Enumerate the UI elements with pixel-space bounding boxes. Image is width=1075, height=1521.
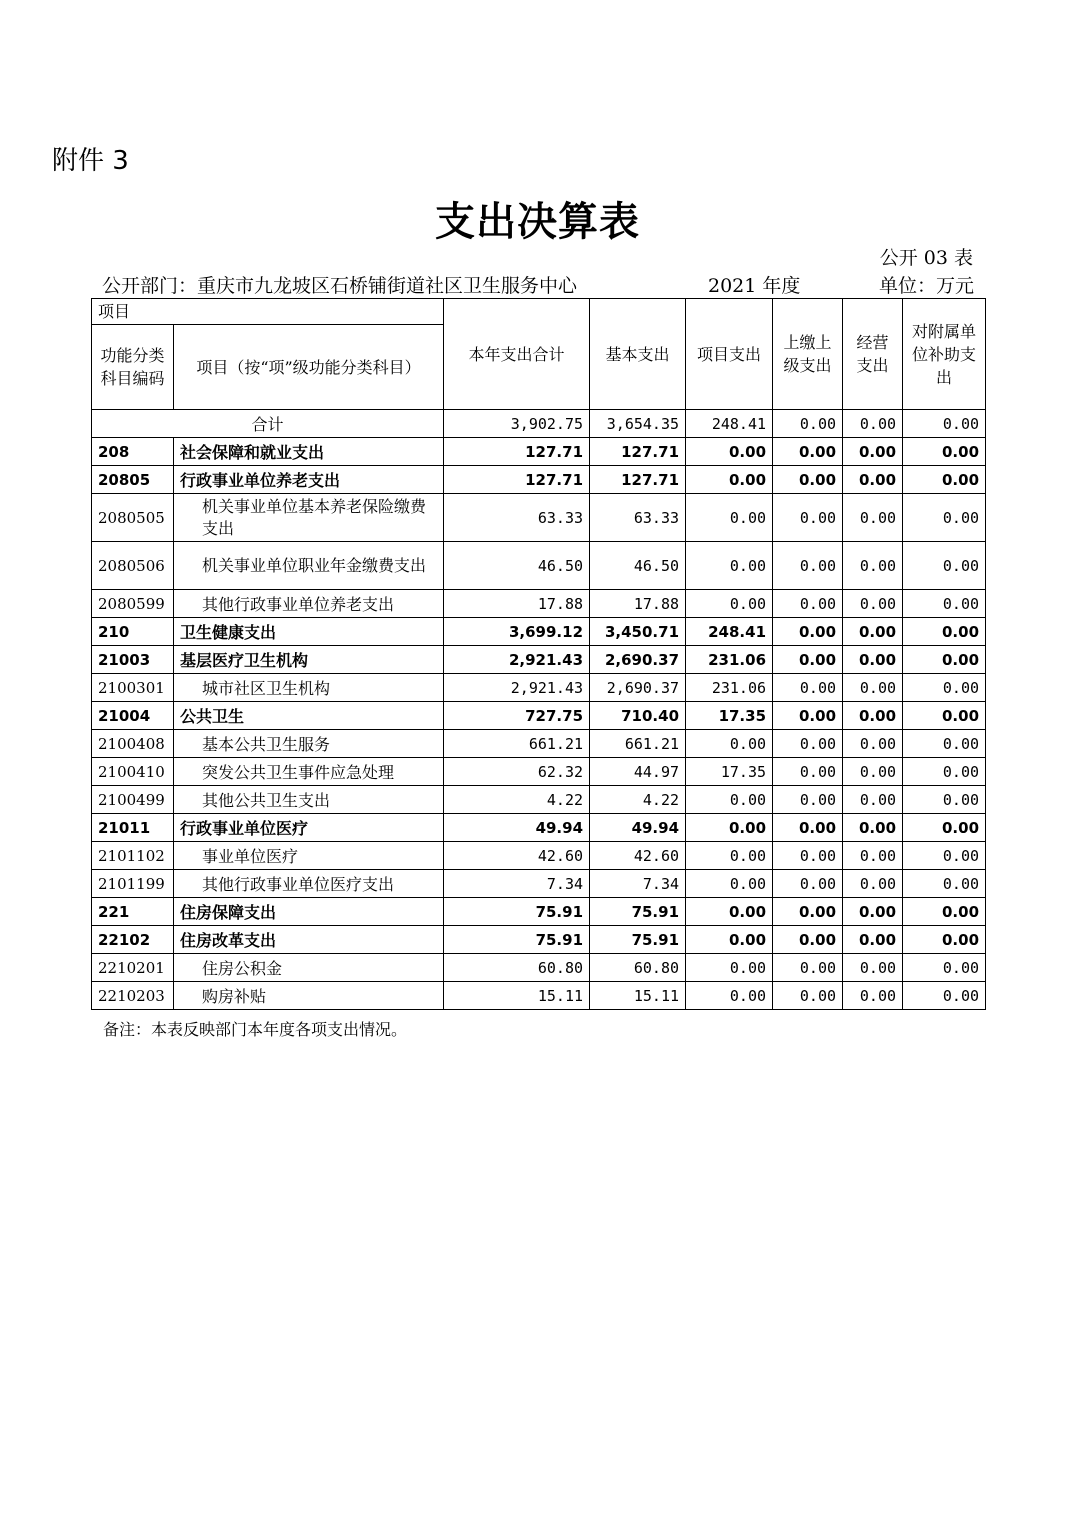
cell-basic: 42.60 — [590, 842, 686, 870]
table-row — [92, 758, 986, 786]
table-row — [92, 870, 986, 898]
table-row — [92, 590, 986, 618]
cell-code: 2080505 — [92, 494, 174, 542]
cell-name: 社会保障和就业支出 — [174, 438, 444, 466]
cell-total: 15.11 — [444, 982, 590, 1010]
cell-name: 突发公共卫生事件应急处理 — [174, 758, 444, 786]
header-project-group: 项目 — [92, 299, 444, 325]
cell-project: 17.35 — [686, 758, 773, 786]
cell-code: 22102 — [92, 926, 174, 954]
cell-subsidy: 0.00 — [903, 926, 986, 954]
cell-subsidy: 0.00 — [903, 954, 986, 982]
cell-subsidy: 0.00 — [903, 494, 986, 542]
cell-upper: 0.00 — [773, 870, 843, 898]
cell-basic: 46.50 — [590, 542, 686, 590]
cell-basic: 75.91 — [590, 898, 686, 926]
total-cell-total: 3,902.75 — [444, 410, 590, 438]
cell-project: 0.00 — [686, 926, 773, 954]
cell-upper: 0.00 — [773, 926, 843, 954]
cell-subsidy: 0.00 — [903, 982, 986, 1010]
cell-name: 住房公积金 — [174, 954, 444, 982]
table-row — [92, 982, 986, 1010]
cell-upper: 0.00 — [773, 542, 843, 590]
cell-name: 其他行政事业单位医疗支出 — [174, 870, 444, 898]
cell-code: 2101199 — [92, 870, 174, 898]
cell-code: 221 — [92, 898, 174, 926]
cell-upper: 0.00 — [773, 646, 843, 674]
cell-total: 2,921.43 — [444, 646, 590, 674]
table-row — [92, 542, 986, 590]
cell-business: 0.00 — [843, 702, 903, 730]
cell-business: 0.00 — [843, 786, 903, 814]
cell-name: 行政事业单位医疗 — [174, 814, 444, 842]
cell-code: 20805 — [92, 466, 174, 494]
cell-project: 0.00 — [686, 494, 773, 542]
cell-project: 231.06 — [686, 674, 773, 702]
attachment-label: 附件 3 — [52, 146, 129, 176]
cell-name: 住房保障支出 — [174, 898, 444, 926]
cell-name: 住房改革支出 — [174, 926, 444, 954]
cell-code: 21011 — [92, 814, 174, 842]
cell-basic: 127.71 — [590, 466, 686, 494]
cell-basic: 75.91 — [590, 926, 686, 954]
table-row — [92, 494, 986, 542]
cell-subsidy: 0.00 — [903, 466, 986, 494]
cell-name: 公共卫生 — [174, 702, 444, 730]
cell-code: 2101102 — [92, 842, 174, 870]
cell-upper: 0.00 — [773, 786, 843, 814]
cell-business: 0.00 — [843, 730, 903, 758]
cell-project: 248.41 — [686, 618, 773, 646]
cell-basic: 2,690.37 — [590, 646, 686, 674]
total-cell-project: 248.41 — [686, 410, 773, 438]
cell-name: 卫生健康支出 — [174, 618, 444, 646]
cell-total: 727.75 — [444, 702, 590, 730]
cell-business: 0.00 — [843, 814, 903, 842]
cell-upper: 0.00 — [773, 494, 843, 542]
cell-project: 0.00 — [686, 542, 773, 590]
table-row — [92, 466, 986, 494]
cell-basic: 127.71 — [590, 438, 686, 466]
cell-basic: 2,690.37 — [590, 674, 686, 702]
cell-subsidy: 0.00 — [903, 674, 986, 702]
cell-business: 0.00 — [843, 438, 903, 466]
cell-upper: 0.00 — [773, 438, 843, 466]
cell-name: 行政事业单位养老支出 — [174, 466, 444, 494]
cell-total: 46.50 — [444, 542, 590, 590]
header-project: 项目支出 — [686, 299, 773, 410]
cell-code: 2100410 — [92, 758, 174, 786]
cell-name: 基层医疗卫生机构 — [174, 646, 444, 674]
cell-business: 0.00 — [843, 926, 903, 954]
table-row — [92, 674, 986, 702]
cell-upper: 0.00 — [773, 674, 843, 702]
cell-business: 0.00 — [843, 466, 903, 494]
cell-name: 城市社区卫生机构 — [174, 674, 444, 702]
cell-basic: 4.22 — [590, 786, 686, 814]
cell-subsidy: 0.00 — [903, 618, 986, 646]
cell-code: 210 — [92, 618, 174, 646]
cell-total: 49.94 — [444, 814, 590, 842]
cell-basic: 60.80 — [590, 954, 686, 982]
cell-code: 2100408 — [92, 730, 174, 758]
table-row — [92, 814, 986, 842]
cell-upper: 0.00 — [773, 758, 843, 786]
cell-total: 2,921.43 — [444, 674, 590, 702]
cell-project: 0.00 — [686, 842, 773, 870]
cell-basic: 3,450.71 — [590, 618, 686, 646]
cell-code: 208 — [92, 438, 174, 466]
total-cell-upper: 0.00 — [773, 410, 843, 438]
header-basic: 基本支出 — [590, 299, 686, 410]
cell-total: 63.33 — [444, 494, 590, 542]
header-business: 经营支出 — [843, 299, 903, 410]
cell-subsidy: 0.00 — [903, 702, 986, 730]
cell-total: 62.32 — [444, 758, 590, 786]
cell-basic: 63.33 — [590, 494, 686, 542]
footnote: 备注：本表反映部门本年度各项支出情况。 — [103, 1020, 408, 1039]
cell-code: 2210203 — [92, 982, 174, 1010]
cell-total: 42.60 — [444, 842, 590, 870]
fiscal-year: 2021 年度 — [708, 275, 801, 297]
cell-upper: 0.00 — [773, 814, 843, 842]
total-cell-subsidy: 0.00 — [903, 410, 986, 438]
cell-project: 0.00 — [686, 590, 773, 618]
cell-upper: 0.00 — [773, 842, 843, 870]
cell-basic: 710.40 — [590, 702, 686, 730]
cell-subsidy: 0.00 — [903, 898, 986, 926]
cell-business: 0.00 — [843, 494, 903, 542]
cell-code: 2100301 — [92, 674, 174, 702]
header-upper: 上缴上级支出 — [773, 299, 843, 410]
header-name: 项目（按“项”级功能分类科目） — [174, 325, 444, 410]
cell-project: 17.35 — [686, 702, 773, 730]
cell-subsidy: 0.00 — [903, 730, 986, 758]
cell-upper: 0.00 — [773, 954, 843, 982]
cell-subsidy: 0.00 — [903, 758, 986, 786]
cell-basic: 49.94 — [590, 814, 686, 842]
table-row — [92, 842, 986, 870]
header-code: 功能分类科目编码 — [92, 325, 174, 410]
cell-upper: 0.00 — [773, 466, 843, 494]
cell-project: 0.00 — [686, 898, 773, 926]
total-row — [92, 410, 986, 438]
cell-total: 75.91 — [444, 898, 590, 926]
cell-basic: 44.97 — [590, 758, 686, 786]
total-cell-business: 0.00 — [843, 410, 903, 438]
cell-business: 0.00 — [843, 646, 903, 674]
cell-project: 0.00 — [686, 814, 773, 842]
cell-subsidy: 0.00 — [903, 646, 986, 674]
table-row — [92, 926, 986, 954]
table-row — [92, 786, 986, 814]
cell-project: 0.00 — [686, 954, 773, 982]
cell-upper: 0.00 — [773, 898, 843, 926]
cell-name: 机关事业单位职业年金缴费支出 — [174, 542, 444, 590]
cell-code: 2080506 — [92, 542, 174, 590]
header-subsidy: 对附属单位补助支出 — [903, 299, 986, 410]
cell-total: 4.22 — [444, 786, 590, 814]
cell-project: 0.00 — [686, 982, 773, 1010]
table-row — [92, 954, 986, 982]
cell-total: 661.21 — [444, 730, 590, 758]
cell-project: 0.00 — [686, 466, 773, 494]
cell-basic: 17.88 — [590, 590, 686, 618]
cell-subsidy: 0.00 — [903, 590, 986, 618]
cell-business: 0.00 — [843, 542, 903, 590]
cell-total: 60.80 — [444, 954, 590, 982]
department-label: 公开部门：重庆市九龙坡区石桥铺街道社区卫生服务中心 — [102, 275, 578, 297]
cell-business: 0.00 — [843, 982, 903, 1010]
cell-business: 0.00 — [843, 758, 903, 786]
cell-business: 0.00 — [843, 674, 903, 702]
cell-upper: 0.00 — [773, 702, 843, 730]
table-row — [92, 618, 986, 646]
cell-subsidy: 0.00 — [903, 870, 986, 898]
cell-total: 127.71 — [444, 466, 590, 494]
unit-label: 单位：万元 — [878, 275, 974, 297]
table-row — [92, 702, 986, 730]
cell-basic: 661.21 — [590, 730, 686, 758]
form-number: 公开 03 表 — [879, 247, 973, 269]
cell-subsidy: 0.00 — [903, 814, 986, 842]
cell-code: 21004 — [92, 702, 174, 730]
cell-project: 0.00 — [686, 870, 773, 898]
table-row — [92, 898, 986, 926]
cell-total: 75.91 — [444, 926, 590, 954]
cell-name: 基本公共卫生服务 — [174, 730, 444, 758]
cell-upper: 0.00 — [773, 982, 843, 1010]
cell-code: 21003 — [92, 646, 174, 674]
cell-name: 事业单位医疗 — [174, 842, 444, 870]
cell-code: 2210201 — [92, 954, 174, 982]
table-row — [92, 646, 986, 674]
table-row — [92, 438, 986, 466]
cell-name: 购房补贴 — [174, 982, 444, 1010]
cell-upper: 0.00 — [773, 590, 843, 618]
table-row — [92, 730, 986, 758]
cell-basic: 7.34 — [590, 870, 686, 898]
cell-business: 0.00 — [843, 870, 903, 898]
cell-name: 机关事业单位基本养老保险缴费支出 — [174, 494, 444, 542]
meta-row — [102, 271, 974, 297]
cell-name: 其他公共卫生支出 — [174, 786, 444, 814]
cell-project: 231.06 — [686, 646, 773, 674]
cell-project: 0.00 — [686, 786, 773, 814]
cell-business: 0.00 — [843, 590, 903, 618]
total-label: 合计 — [92, 410, 444, 438]
page-title: 支出决算表 — [435, 198, 640, 245]
cell-subsidy: 0.00 — [903, 842, 986, 870]
cell-total: 127.71 — [444, 438, 590, 466]
total-cell-basic: 3,654.35 — [590, 410, 686, 438]
cell-name: 其他行政事业单位养老支出 — [174, 590, 444, 618]
cell-upper: 0.00 — [773, 618, 843, 646]
header-total: 本年支出合计 — [444, 299, 590, 410]
cell-subsidy: 0.00 — [903, 786, 986, 814]
cell-basic: 15.11 — [590, 982, 686, 1010]
cell-business: 0.00 — [843, 842, 903, 870]
cell-code: 2080599 — [92, 590, 174, 618]
cell-business: 0.00 — [843, 618, 903, 646]
cell-project: 0.00 — [686, 730, 773, 758]
cell-project: 0.00 — [686, 438, 773, 466]
cell-code: 2100499 — [92, 786, 174, 814]
cell-total: 17.88 — [444, 590, 590, 618]
cell-business: 0.00 — [843, 954, 903, 982]
cell-subsidy: 0.00 — [903, 438, 986, 466]
cell-upper: 0.00 — [773, 730, 843, 758]
cell-business: 0.00 — [843, 898, 903, 926]
cell-subsidy: 0.00 — [903, 542, 986, 590]
expenditure-table — [91, 298, 986, 1010]
cell-total: 7.34 — [444, 870, 590, 898]
cell-total: 3,699.12 — [444, 618, 590, 646]
